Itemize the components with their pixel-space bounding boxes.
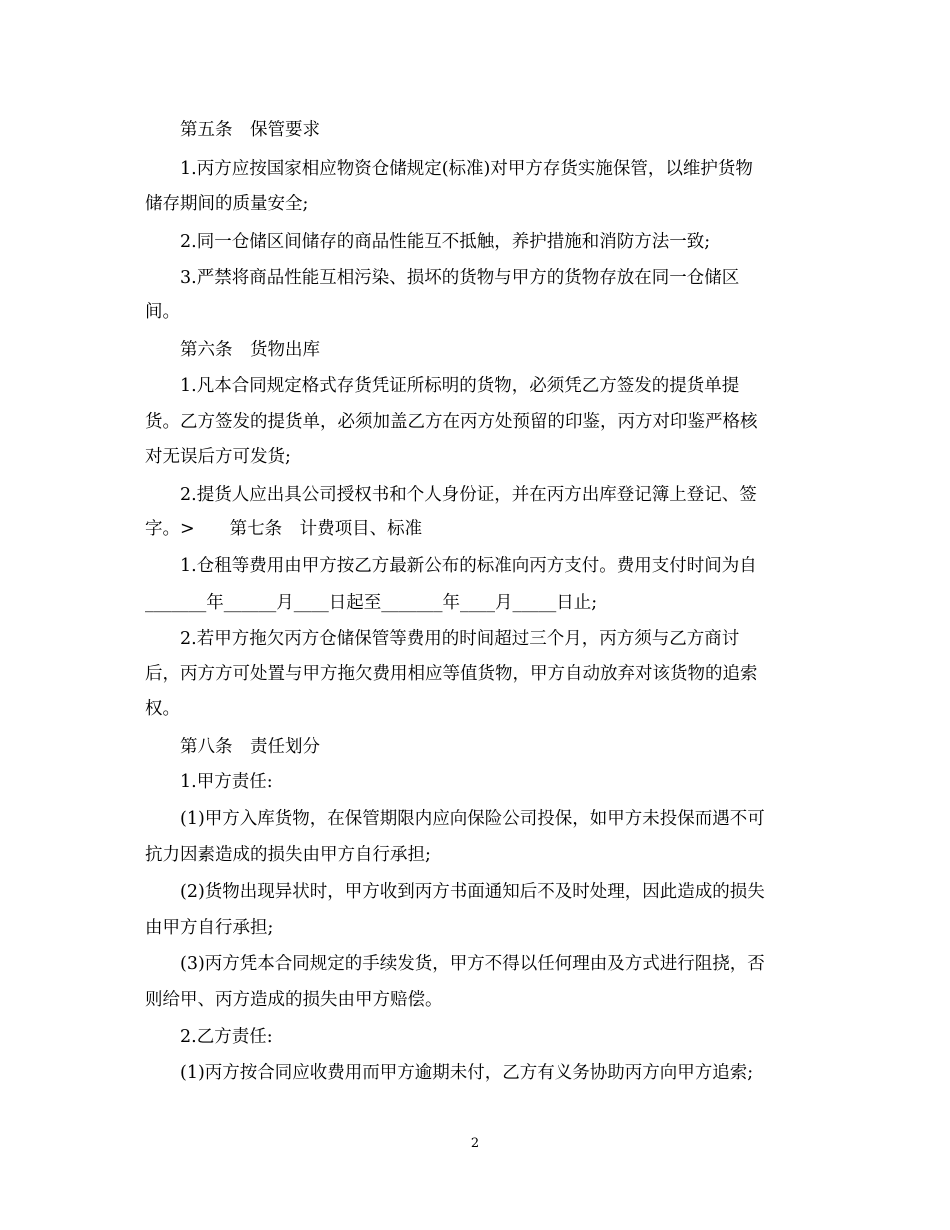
paragraph-line: 则给甲、丙方造成的损失由甲方赔偿。 (145, 990, 443, 1010)
section-heading-article-8: 第八条 责任划分 (180, 737, 320, 757)
paragraph-line: (1)甲方入库货物，在保管期限内应向保险公司投保，如甲方未投保而遇不可 (180, 809, 765, 829)
paragraph-line: 1.凡本合同规定格式存货凭证所标明的货物，必须凭乙方签发的提货单提 (180, 376, 740, 396)
paragraph-line: 货。乙方签发的提货单，必须加盖乙方在丙方处预留的印鉴，丙方对印鉴严格核 (145, 412, 758, 432)
paragraph-line: 1.丙方应按国家相应物资仓储规定(标准)对甲方存货实施保管，以维护货物 (180, 159, 753, 179)
section-heading-article-5: 第五条 保管要求 (180, 120, 320, 140)
paragraph-line: 间。 (145, 302, 180, 322)
paragraph-line: (2)货物出现异状时，甲方收到丙方书面通知后不及时处理，因此造成的损失 (180, 882, 765, 902)
paragraph-line: 2.同一仓储区间储存的商品性能互不抵触，养护措施和消防方法一致; (180, 232, 711, 252)
paragraph-line: 储存期间的质量安全; (145, 194, 309, 214)
paragraph-line: 3.严禁将商品性能互相污染、损坏的货物与甲方的货物存放在同一仓储区 (180, 268, 740, 288)
page-number: 2 (470, 1136, 480, 1151)
paragraph-line: 对无误后方可发货; (145, 447, 291, 467)
paragraph-line: (1)丙方按合同应收费用而甲方逾期未付，乙方有义务协助丙方向甲方追索; (180, 1063, 754, 1083)
paragraph-line: 1.仓租等费用由甲方按乙方最新公布的标准向丙方支付。费用支付时间为自 (180, 556, 757, 576)
paragraph-line: (3)丙方凭本合同规定的手续发货，甲方不得以任何理由及方式进行阻挠，否 (180, 954, 765, 974)
paragraph-line: 2.提货人应出具公司授权书和个人身份证，并在丙方出库登记簿上登记、签 (180, 485, 757, 505)
subheading-party-b: 2.乙方责任: (180, 1027, 273, 1047)
section-heading-article-7: 字。> 第七条 计费项目、标准 (145, 519, 423, 539)
paragraph-line: 权。 (145, 699, 180, 719)
paragraph-line: 抗力因素造成的损失由甲方自行承担; (145, 845, 431, 865)
paragraph-line: 2.若甲方拖欠丙方仓储保管等费用的时间超过三个月，丙方须与乙方商讨 (180, 629, 740, 649)
section-heading-article-6: 第六条 货物出库 (180, 340, 320, 360)
paragraph-line: 后，丙方方可处置与甲方拖欠费用相应等值货物，甲方自动放弃对该货物的追索 (145, 664, 758, 684)
paragraph-line: 由甲方自行承担; (145, 918, 274, 938)
fee-period-blanks: _______年______月____日起至_______年____月_____日止; (145, 593, 598, 613)
subheading-party-a: 1.甲方责任: (180, 772, 273, 792)
